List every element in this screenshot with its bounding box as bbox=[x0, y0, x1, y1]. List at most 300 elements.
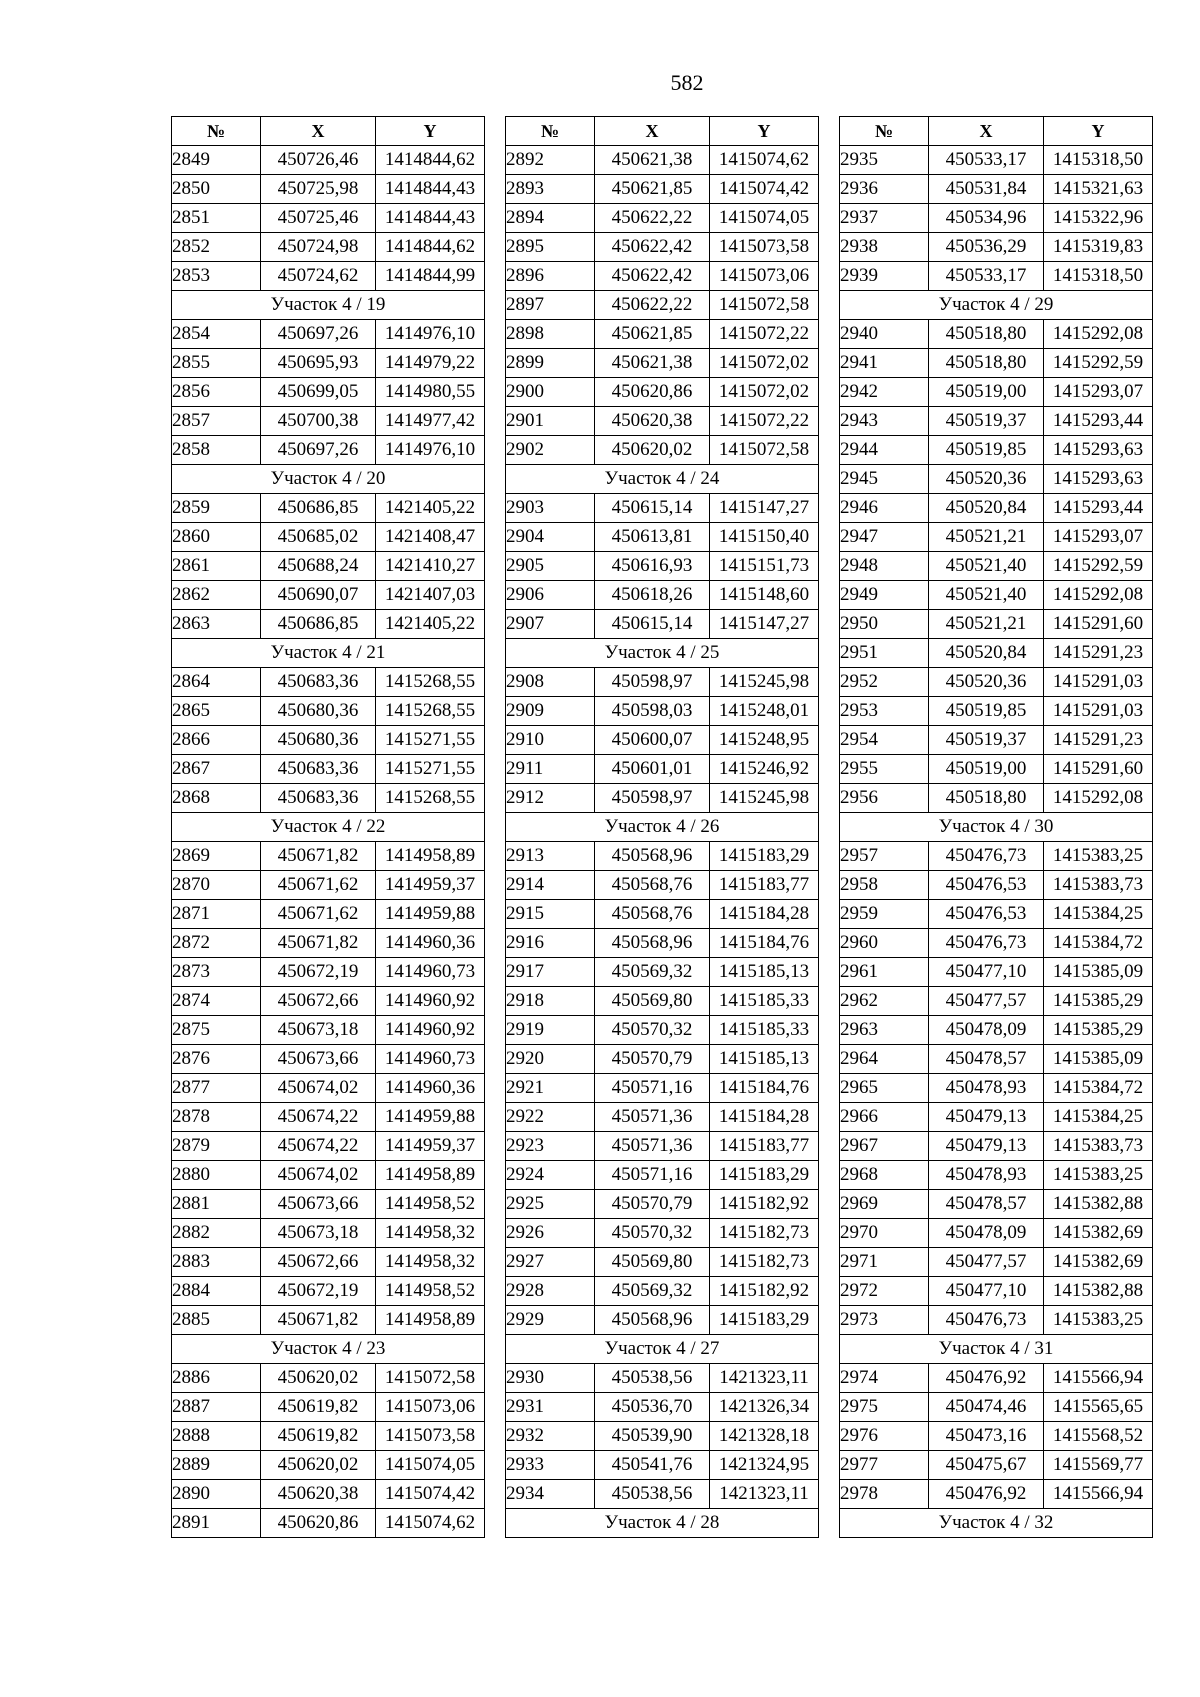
point-number-cell: 2929 bbox=[506, 1306, 595, 1335]
y-coordinate-cell: 1415293,63 bbox=[1044, 436, 1153, 465]
table-row bbox=[840, 262, 1153, 291]
x-coordinate-cell: 450671,82 bbox=[261, 929, 376, 958]
y-coordinate-cell: 1414958,89 bbox=[376, 842, 485, 871]
table-row bbox=[840, 494, 1153, 523]
table-row bbox=[506, 552, 819, 581]
x-coordinate-cell: 450683,36 bbox=[261, 784, 376, 813]
y-coordinate-cell: 1415074,62 bbox=[376, 1509, 485, 1538]
point-number-cell: 2937 bbox=[840, 204, 929, 233]
point-number-cell: 2853 bbox=[172, 262, 261, 291]
y-coordinate-cell: 1414977,42 bbox=[376, 407, 485, 436]
y-coordinate-cell: 1414960,73 bbox=[376, 958, 485, 987]
y-coordinate-cell: 1421328,18 bbox=[710, 1422, 819, 1451]
point-number-cell: 2857 bbox=[172, 407, 261, 436]
point-number-cell: 2972 bbox=[840, 1277, 929, 1306]
x-coordinate-cell: 450671,62 bbox=[261, 900, 376, 929]
point-number-cell: 2949 bbox=[840, 581, 929, 610]
x-coordinate-cell: 450725,98 bbox=[261, 175, 376, 204]
header-x: X bbox=[261, 117, 376, 146]
section-row bbox=[172, 639, 485, 668]
table-row bbox=[840, 929, 1153, 958]
y-coordinate-cell: 1415183,77 bbox=[710, 1132, 819, 1161]
point-number-cell: 2888 bbox=[172, 1422, 261, 1451]
x-coordinate-cell: 450570,32 bbox=[595, 1016, 710, 1045]
x-coordinate-cell: 450536,70 bbox=[595, 1393, 710, 1422]
table-row bbox=[840, 1016, 1153, 1045]
y-coordinate-cell: 1415147,27 bbox=[710, 610, 819, 639]
table-row bbox=[172, 146, 485, 175]
point-number-cell: 2883 bbox=[172, 1248, 261, 1277]
table-row bbox=[506, 204, 819, 233]
point-number-cell: 2862 bbox=[172, 581, 261, 610]
x-coordinate-cell: 450671,62 bbox=[261, 871, 376, 900]
x-coordinate-cell: 450473,16 bbox=[929, 1422, 1044, 1451]
point-number-cell: 2952 bbox=[840, 668, 929, 697]
x-coordinate-cell: 450521,21 bbox=[929, 523, 1044, 552]
x-coordinate-cell: 450699,05 bbox=[261, 378, 376, 407]
table-row bbox=[840, 668, 1153, 697]
y-coordinate-cell: 1415384,25 bbox=[1044, 1103, 1153, 1132]
x-coordinate-cell: 450622,42 bbox=[595, 262, 710, 291]
y-coordinate-cell: 1415384,25 bbox=[1044, 900, 1153, 929]
x-coordinate-cell: 450672,19 bbox=[261, 958, 376, 987]
point-number-cell: 2869 bbox=[172, 842, 261, 871]
table-row bbox=[172, 1190, 485, 1219]
table-row bbox=[840, 1306, 1153, 1335]
x-coordinate-cell: 450476,73 bbox=[929, 929, 1044, 958]
table-row bbox=[172, 349, 485, 378]
y-coordinate-cell: 1415245,98 bbox=[710, 784, 819, 813]
coordinates-table-3 bbox=[839, 116, 1153, 1538]
section-row bbox=[506, 1509, 819, 1538]
x-coordinate-cell: 450533,17 bbox=[929, 262, 1044, 291]
point-number-cell: 2945 bbox=[840, 465, 929, 494]
y-coordinate-cell: 1415291,03 bbox=[1044, 697, 1153, 726]
y-coordinate-cell: 1414958,32 bbox=[376, 1219, 485, 1248]
y-coordinate-cell: 1414959,88 bbox=[376, 1103, 485, 1132]
table-row bbox=[840, 146, 1153, 175]
y-coordinate-cell: 1415382,88 bbox=[1044, 1277, 1153, 1306]
y-coordinate-cell: 1415291,23 bbox=[1044, 639, 1153, 668]
point-number-cell: 2913 bbox=[506, 842, 595, 871]
point-number-cell: 2884 bbox=[172, 1277, 261, 1306]
x-coordinate-cell: 450619,82 bbox=[261, 1393, 376, 1422]
header-number: № bbox=[840, 117, 929, 146]
y-coordinate-cell: 1415568,52 bbox=[1044, 1422, 1153, 1451]
x-coordinate-cell: 450697,26 bbox=[261, 320, 376, 349]
table-row bbox=[172, 1451, 485, 1480]
point-number-cell: 2852 bbox=[172, 233, 261, 262]
y-coordinate-cell: 1415074,05 bbox=[376, 1451, 485, 1480]
y-coordinate-cell: 1415072,02 bbox=[710, 349, 819, 378]
y-coordinate-cell: 1421326,34 bbox=[710, 1393, 819, 1422]
point-number-cell: 2958 bbox=[840, 871, 929, 900]
y-coordinate-cell: 1415182,92 bbox=[710, 1190, 819, 1219]
x-coordinate-cell: 450619,82 bbox=[261, 1422, 376, 1451]
x-coordinate-cell: 450690,07 bbox=[261, 581, 376, 610]
point-number-cell: 2906 bbox=[506, 581, 595, 610]
x-coordinate-cell: 450478,09 bbox=[929, 1016, 1044, 1045]
x-coordinate-cell: 450531,84 bbox=[929, 175, 1044, 204]
x-coordinate-cell: 450569,32 bbox=[595, 1277, 710, 1306]
y-coordinate-cell: 1414976,10 bbox=[376, 436, 485, 465]
x-coordinate-cell: 450476,73 bbox=[929, 842, 1044, 871]
point-number-cell: 2874 bbox=[172, 987, 261, 1016]
y-coordinate-cell: 1415293,63 bbox=[1044, 465, 1153, 494]
section-label: Участок 4 / 21 bbox=[172, 639, 485, 668]
point-number-cell: 2863 bbox=[172, 610, 261, 639]
point-number-cell: 2849 bbox=[172, 146, 261, 175]
table-row bbox=[506, 436, 819, 465]
y-coordinate-cell: 1421410,27 bbox=[376, 552, 485, 581]
x-coordinate-cell: 450478,09 bbox=[929, 1219, 1044, 1248]
x-coordinate-cell: 450621,38 bbox=[595, 146, 710, 175]
x-coordinate-cell: 450622,22 bbox=[595, 204, 710, 233]
point-number-cell: 2894 bbox=[506, 204, 595, 233]
y-coordinate-cell: 1414960,36 bbox=[376, 1074, 485, 1103]
y-coordinate-cell: 1414958,32 bbox=[376, 1248, 485, 1277]
point-number-cell: 2899 bbox=[506, 349, 595, 378]
table-row bbox=[840, 1190, 1153, 1219]
point-number-cell: 2941 bbox=[840, 349, 929, 378]
table-row bbox=[506, 1016, 819, 1045]
y-coordinate-cell: 1415292,59 bbox=[1044, 349, 1153, 378]
table-row bbox=[506, 146, 819, 175]
table-row bbox=[506, 610, 819, 639]
point-number-cell: 2933 bbox=[506, 1451, 595, 1480]
point-number-cell: 2938 bbox=[840, 233, 929, 262]
table-row bbox=[172, 262, 485, 291]
table-row bbox=[506, 958, 819, 987]
x-coordinate-cell: 450674,02 bbox=[261, 1161, 376, 1190]
x-coordinate-cell: 450674,22 bbox=[261, 1132, 376, 1161]
point-number-cell: 2960 bbox=[840, 929, 929, 958]
point-number-cell: 2870 bbox=[172, 871, 261, 900]
x-coordinate-cell: 450518,80 bbox=[929, 784, 1044, 813]
point-number-cell: 2908 bbox=[506, 668, 595, 697]
point-number-cell: 2859 bbox=[172, 494, 261, 523]
y-coordinate-cell: 1415293,07 bbox=[1044, 523, 1153, 552]
point-number-cell: 2889 bbox=[172, 1451, 261, 1480]
table-header-row bbox=[172, 117, 485, 146]
y-coordinate-cell: 1415246,92 bbox=[710, 755, 819, 784]
table-row bbox=[840, 349, 1153, 378]
table-row bbox=[172, 1132, 485, 1161]
point-number-cell: 2891 bbox=[172, 1509, 261, 1538]
y-coordinate-cell: 1415073,58 bbox=[710, 233, 819, 262]
table-row bbox=[840, 610, 1153, 639]
table-row bbox=[840, 465, 1153, 494]
section-row bbox=[172, 291, 485, 320]
y-coordinate-cell: 1415072,58 bbox=[376, 1364, 485, 1393]
x-coordinate-cell: 450519,37 bbox=[929, 407, 1044, 436]
table-row bbox=[172, 668, 485, 697]
y-coordinate-cell: 1414844,43 bbox=[376, 204, 485, 233]
table-row bbox=[172, 1016, 485, 1045]
table-row bbox=[172, 378, 485, 407]
y-coordinate-cell: 1414958,52 bbox=[376, 1190, 485, 1219]
section-row bbox=[506, 1335, 819, 1364]
x-coordinate-cell: 450598,97 bbox=[595, 668, 710, 697]
x-coordinate-cell: 450621,85 bbox=[595, 175, 710, 204]
x-coordinate-cell: 450518,80 bbox=[929, 320, 1044, 349]
y-coordinate-cell: 1415268,55 bbox=[376, 784, 485, 813]
x-coordinate-cell: 450672,66 bbox=[261, 1248, 376, 1277]
y-coordinate-cell: 1414844,99 bbox=[376, 262, 485, 291]
y-coordinate-cell: 1415291,60 bbox=[1044, 610, 1153, 639]
y-coordinate-cell: 1415271,55 bbox=[376, 755, 485, 784]
point-number-cell: 2935 bbox=[840, 146, 929, 175]
point-number-cell: 2880 bbox=[172, 1161, 261, 1190]
section-row bbox=[840, 813, 1153, 842]
section-row bbox=[172, 813, 485, 842]
x-coordinate-cell: 450568,96 bbox=[595, 1306, 710, 1335]
x-coordinate-cell: 450474,46 bbox=[929, 1393, 1044, 1422]
section-row bbox=[506, 813, 819, 842]
y-coordinate-cell: 1415385,29 bbox=[1044, 987, 1153, 1016]
y-coordinate-cell: 1415182,73 bbox=[710, 1248, 819, 1277]
section-label: Участок 4 / 23 bbox=[172, 1335, 485, 1364]
y-coordinate-cell: 1415383,73 bbox=[1044, 871, 1153, 900]
point-number-cell: 2872 bbox=[172, 929, 261, 958]
point-number-cell: 2854 bbox=[172, 320, 261, 349]
x-coordinate-cell: 450519,00 bbox=[929, 378, 1044, 407]
y-coordinate-cell: 1415182,92 bbox=[710, 1277, 819, 1306]
point-number-cell: 2970 bbox=[840, 1219, 929, 1248]
table-row bbox=[506, 1451, 819, 1480]
y-coordinate-cell: 1415382,69 bbox=[1044, 1219, 1153, 1248]
y-coordinate-cell: 1415248,01 bbox=[710, 697, 819, 726]
table-row bbox=[506, 1045, 819, 1074]
point-number-cell: 2974 bbox=[840, 1364, 929, 1393]
point-number-cell: 2866 bbox=[172, 726, 261, 755]
x-coordinate-cell: 450520,84 bbox=[929, 494, 1044, 523]
point-number-cell: 2965 bbox=[840, 1074, 929, 1103]
point-number-cell: 2867 bbox=[172, 755, 261, 784]
y-coordinate-cell: 1414959,88 bbox=[376, 900, 485, 929]
point-number-cell: 2930 bbox=[506, 1364, 595, 1393]
x-coordinate-cell: 450620,02 bbox=[261, 1364, 376, 1393]
table-header-row bbox=[840, 117, 1153, 146]
y-coordinate-cell: 1421405,22 bbox=[376, 610, 485, 639]
table-row bbox=[506, 175, 819, 204]
table-row bbox=[506, 1277, 819, 1306]
point-number-cell: 2959 bbox=[840, 900, 929, 929]
x-coordinate-cell: 450620,38 bbox=[595, 407, 710, 436]
x-coordinate-cell: 450570,79 bbox=[595, 1190, 710, 1219]
x-coordinate-cell: 450533,17 bbox=[929, 146, 1044, 175]
x-coordinate-cell: 450671,82 bbox=[261, 842, 376, 871]
point-number-cell: 2973 bbox=[840, 1306, 929, 1335]
table-row bbox=[172, 697, 485, 726]
point-number-cell: 2924 bbox=[506, 1161, 595, 1190]
y-coordinate-cell: 1415318,50 bbox=[1044, 262, 1153, 291]
y-coordinate-cell: 1414976,10 bbox=[376, 320, 485, 349]
point-number-cell: 2978 bbox=[840, 1480, 929, 1509]
table-row bbox=[172, 407, 485, 436]
y-coordinate-cell: 1414844,62 bbox=[376, 146, 485, 175]
point-number-cell: 2902 bbox=[506, 436, 595, 465]
x-coordinate-cell: 450479,13 bbox=[929, 1103, 1044, 1132]
section-row bbox=[172, 1335, 485, 1364]
x-coordinate-cell: 450568,76 bbox=[595, 871, 710, 900]
point-number-cell: 2927 bbox=[506, 1248, 595, 1277]
table-row bbox=[172, 784, 485, 813]
x-coordinate-cell: 450541,76 bbox=[595, 1451, 710, 1480]
x-coordinate-cell: 450613,81 bbox=[595, 523, 710, 552]
section-label: Участок 4 / 29 bbox=[840, 291, 1153, 320]
point-number-cell: 2946 bbox=[840, 494, 929, 523]
table-row bbox=[506, 320, 819, 349]
table-row bbox=[506, 755, 819, 784]
section-label: Участок 4 / 32 bbox=[840, 1509, 1153, 1538]
table-row bbox=[172, 581, 485, 610]
coordinates-table-1 bbox=[171, 116, 485, 1538]
table-row bbox=[172, 552, 485, 581]
table-row bbox=[506, 1306, 819, 1335]
x-coordinate-cell: 450616,93 bbox=[595, 552, 710, 581]
y-coordinate-cell: 1415384,72 bbox=[1044, 929, 1153, 958]
x-coordinate-cell: 450674,22 bbox=[261, 1103, 376, 1132]
section-label: Участок 4 / 25 bbox=[506, 639, 819, 668]
x-coordinate-cell: 450673,66 bbox=[261, 1190, 376, 1219]
y-coordinate-cell: 1415291,03 bbox=[1044, 668, 1153, 697]
x-coordinate-cell: 450571,16 bbox=[595, 1074, 710, 1103]
section-row bbox=[840, 1335, 1153, 1364]
x-coordinate-cell: 450620,38 bbox=[261, 1480, 376, 1509]
x-coordinate-cell: 450568,76 bbox=[595, 900, 710, 929]
point-number-cell: 2961 bbox=[840, 958, 929, 987]
point-number-cell: 2967 bbox=[840, 1132, 929, 1161]
y-coordinate-cell: 1415382,88 bbox=[1044, 1190, 1153, 1219]
point-number-cell: 2932 bbox=[506, 1422, 595, 1451]
x-coordinate-cell: 450569,80 bbox=[595, 987, 710, 1016]
y-coordinate-cell: 1415148,60 bbox=[710, 581, 819, 610]
point-number-cell: 2919 bbox=[506, 1016, 595, 1045]
section-row bbox=[840, 291, 1153, 320]
table-row bbox=[506, 900, 819, 929]
point-number-cell: 2917 bbox=[506, 958, 595, 987]
point-number-cell: 2926 bbox=[506, 1219, 595, 1248]
table-row bbox=[506, 726, 819, 755]
y-coordinate-cell: 1415072,02 bbox=[710, 378, 819, 407]
point-number-cell: 2975 bbox=[840, 1393, 929, 1422]
y-coordinate-cell: 1415292,59 bbox=[1044, 552, 1153, 581]
point-number-cell: 2892 bbox=[506, 146, 595, 175]
y-coordinate-cell: 1415293,07 bbox=[1044, 378, 1153, 407]
section-label: Участок 4 / 20 bbox=[172, 465, 485, 494]
y-coordinate-cell: 1415074,05 bbox=[710, 204, 819, 233]
y-coordinate-cell: 1414958,89 bbox=[376, 1161, 485, 1190]
section-row bbox=[506, 465, 819, 494]
table-row bbox=[172, 436, 485, 465]
table-row bbox=[506, 581, 819, 610]
point-number-cell: 2877 bbox=[172, 1074, 261, 1103]
table-row bbox=[172, 320, 485, 349]
point-number-cell: 2957 bbox=[840, 842, 929, 871]
table-row bbox=[172, 871, 485, 900]
y-coordinate-cell: 1415074,42 bbox=[376, 1480, 485, 1509]
table-row bbox=[172, 900, 485, 929]
table-row bbox=[172, 494, 485, 523]
x-coordinate-cell: 450571,36 bbox=[595, 1103, 710, 1132]
table-body bbox=[172, 146, 485, 1538]
y-coordinate-cell: 1415147,27 bbox=[710, 494, 819, 523]
x-coordinate-cell: 450725,46 bbox=[261, 204, 376, 233]
x-coordinate-cell: 450601,01 bbox=[595, 755, 710, 784]
y-coordinate-cell: 1414960,73 bbox=[376, 1045, 485, 1074]
point-number-cell: 2901 bbox=[506, 407, 595, 436]
table-row bbox=[506, 1364, 819, 1393]
y-coordinate-cell: 1415072,22 bbox=[710, 407, 819, 436]
point-number-cell: 2879 bbox=[172, 1132, 261, 1161]
x-coordinate-cell: 450477,57 bbox=[929, 1248, 1044, 1277]
x-coordinate-cell: 450478,57 bbox=[929, 1190, 1044, 1219]
point-number-cell: 2953 bbox=[840, 697, 929, 726]
point-number-cell: 2976 bbox=[840, 1422, 929, 1451]
x-coordinate-cell: 450615,14 bbox=[595, 494, 710, 523]
x-coordinate-cell: 450598,03 bbox=[595, 697, 710, 726]
table-row bbox=[506, 407, 819, 436]
table-row bbox=[840, 175, 1153, 204]
y-coordinate-cell: 1415569,77 bbox=[1044, 1451, 1153, 1480]
x-coordinate-cell: 450621,85 bbox=[595, 320, 710, 349]
table-row bbox=[840, 378, 1153, 407]
section-label: Участок 4 / 27 bbox=[506, 1335, 819, 1364]
x-coordinate-cell: 450615,14 bbox=[595, 610, 710, 639]
table-row bbox=[506, 1074, 819, 1103]
point-number-cell: 2947 bbox=[840, 523, 929, 552]
table-row bbox=[172, 726, 485, 755]
section-label: Участок 4 / 31 bbox=[840, 1335, 1153, 1364]
point-number-cell: 2956 bbox=[840, 784, 929, 813]
table-row bbox=[840, 1248, 1153, 1277]
point-number-cell: 2851 bbox=[172, 204, 261, 233]
point-number-cell: 2905 bbox=[506, 552, 595, 581]
point-number-cell: 2963 bbox=[840, 1016, 929, 1045]
y-coordinate-cell: 1415072,58 bbox=[710, 291, 819, 320]
y-coordinate-cell: 1415384,72 bbox=[1044, 1074, 1153, 1103]
table-row bbox=[172, 929, 485, 958]
x-coordinate-cell: 450476,92 bbox=[929, 1480, 1044, 1509]
y-coordinate-cell: 1415385,09 bbox=[1044, 1045, 1153, 1074]
y-coordinate-cell: 1415072,58 bbox=[710, 436, 819, 465]
point-number-cell: 2881 bbox=[172, 1190, 261, 1219]
point-number-cell: 2909 bbox=[506, 697, 595, 726]
x-coordinate-cell: 450622,42 bbox=[595, 233, 710, 262]
x-coordinate-cell: 450536,29 bbox=[929, 233, 1044, 262]
x-coordinate-cell: 450674,02 bbox=[261, 1074, 376, 1103]
table-row bbox=[172, 1103, 485, 1132]
point-number-cell: 2897 bbox=[506, 291, 595, 320]
y-coordinate-cell: 1415383,73 bbox=[1044, 1132, 1153, 1161]
y-coordinate-cell: 1421323,11 bbox=[710, 1364, 819, 1393]
point-number-cell: 2871 bbox=[172, 900, 261, 929]
y-coordinate-cell: 1415072,22 bbox=[710, 320, 819, 349]
table-row bbox=[172, 1219, 485, 1248]
x-coordinate-cell: 450479,13 bbox=[929, 1132, 1044, 1161]
table-row bbox=[840, 639, 1153, 668]
point-number-cell: 2900 bbox=[506, 378, 595, 407]
y-coordinate-cell: 1415319,83 bbox=[1044, 233, 1153, 262]
x-coordinate-cell: 450673,18 bbox=[261, 1219, 376, 1248]
table-row bbox=[840, 1480, 1153, 1509]
y-coordinate-cell: 1415566,94 bbox=[1044, 1364, 1153, 1393]
section-label: Участок 4 / 24 bbox=[506, 465, 819, 494]
point-number-cell: 2918 bbox=[506, 987, 595, 1016]
y-coordinate-cell: 1415383,25 bbox=[1044, 1161, 1153, 1190]
point-number-cell: 2950 bbox=[840, 610, 929, 639]
